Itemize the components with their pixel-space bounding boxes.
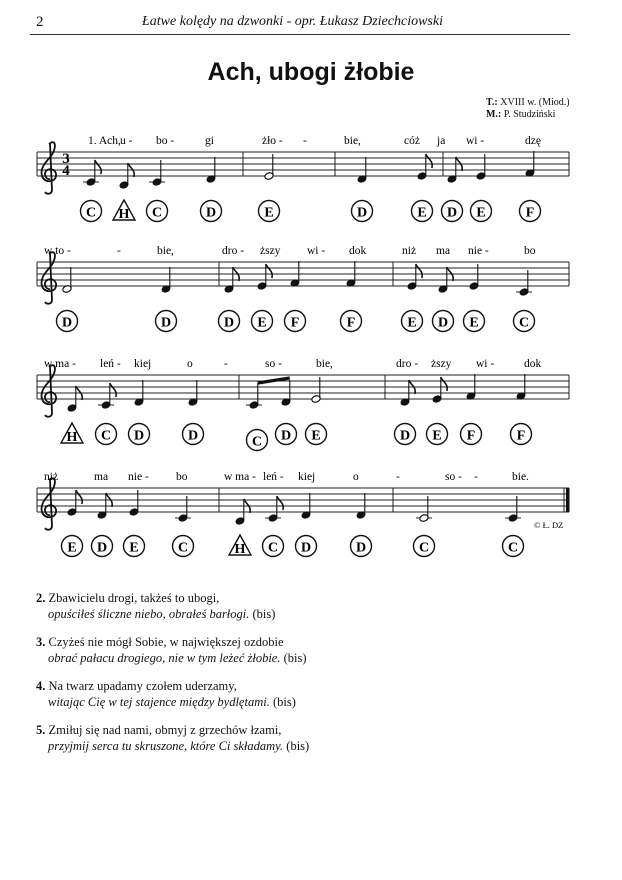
bell-letter: D [61,315,73,331]
lyric-syllable: bie, [344,135,361,147]
bell-letter: C [418,540,430,556]
lyric-syllable: - [117,245,121,257]
lyric-syllable: bo [176,471,188,483]
lyric-syllable: bie, [316,358,333,370]
bell-letter: D [133,428,145,444]
lyric-syllable: 1. Ach, [88,135,121,147]
treble-clef-icon [41,478,56,530]
lyric-syllable: - [303,135,307,147]
lyric-syllable: niż [402,245,417,257]
text-credit: T.: XVIII w. (Miod.) [486,97,570,108]
bell-letter: C [85,205,97,221]
bell-letter: D [205,205,217,221]
bell-letter: E [311,428,321,444]
lyric-syllable: bo - [156,135,175,147]
bell-letter: D [399,428,411,444]
lyric-syllable: - [396,471,400,483]
lyric-syllable: - [474,471,478,483]
note-flag [95,160,101,174]
bell-letter: E [417,205,427,221]
verse-3: 3. Czyżeś nie mógł Sobie, w największej ozdobie obrać pałacu drogiego, nie w tym leżeć żłobie. (bis) [36,635,307,665]
bell-letter: E [469,315,479,331]
treble-clef-path [41,142,56,194]
lyric-syllable: dro - [222,245,245,257]
treble-clef-icon [41,252,56,304]
bell-letter: F [466,428,476,444]
bell-letter: C [151,205,163,221]
bell-letter: D [356,205,368,221]
bell-letter: D [187,428,199,444]
page-number: 2 [36,14,44,30]
bell-letter: D [446,205,458,221]
lyric-syllable: wi - [466,135,485,147]
bell-letter: E [257,315,267,331]
lyric-syllable: gi [205,135,214,147]
lyric-syllable: wi - [476,358,495,370]
lyric-syllable: - [224,358,228,370]
bell-letter: D [300,540,312,556]
verse-2: 2. Zbawicielu drogi, takżeś to ubogi, opuściłeś śliczne niebo, obrałeś barłogi. (bis) [36,591,276,621]
lyric-syllable: żło - [262,135,283,147]
note-flag [266,264,272,278]
bell-letter: F [516,428,526,444]
lyric-syllable: ższy [260,245,281,257]
time-signature-bottom: 4 [62,163,70,179]
lyric-syllable: ższy [431,358,452,370]
note-flag [441,377,447,391]
note-flag [277,496,283,510]
bell-letter: F [525,205,535,221]
bell-letter: C [251,434,263,450]
treble-clef-path [41,365,56,417]
lyric-syllable: dro - [396,358,419,370]
bell-letter: E [407,315,417,331]
lyric-syllable: ma [94,471,109,483]
lyric-syllable: bie. [512,471,529,483]
lyric-syllable: ma [436,245,451,257]
bell-letter: E [432,428,442,444]
lyric-syllable: dok [524,358,542,370]
note-flag [110,383,116,397]
lyric-syllable: ja [437,135,446,147]
bell-letter: D [280,428,292,444]
lyric-syllable: niż [44,471,59,483]
copyright-text: © Ł. DZ [534,520,564,530]
lyric-syllable: dzę [525,135,541,147]
lyric-syllable: bie, [157,245,174,257]
bell-letter: E [67,540,77,556]
lyric-syllable: dok [349,245,367,257]
note-flag [76,490,82,504]
bell-letter: C [267,540,279,556]
treble-clef-icon [41,365,56,417]
lyric-syllable: kiej [298,471,316,483]
lyric-syllable: w ma - [44,358,76,370]
lyric-syllable: so - [265,358,282,370]
bell-letter: C [518,315,530,331]
bell-letter: C [100,428,112,444]
lyric-syllable: o [353,471,359,483]
song-title: Ach, ubogi żłobie [207,58,415,86]
verse-5: 5. Zmiłuj się nad nami, obmyj z grzechów łzami, przyjmij serca tu skruszone, które Ci składamy. (bis) [36,723,310,753]
lyric-syllable: w ma - [224,471,256,483]
lyric-syllable: kiej [134,358,152,370]
bell-letter: E [129,540,139,556]
note-flag [426,154,432,168]
note-flag [416,264,422,278]
lyric-syllable: u - [120,135,133,147]
treble-clef-icon [41,142,56,194]
bell-letter: F [346,315,356,331]
verse-4: 4. Na twarz upadamy czołem uderzamy, witając Cię w tej stajence między bydlętami. (bis) [36,679,296,709]
bell-letter: C [507,540,519,556]
lyric-syllable: so - [445,471,462,483]
bell-letter: D [96,540,108,556]
book-title: Łatwe kolędy na dzwonki - opr. Łukasz Dziechciowski [142,14,443,29]
time-signature-top: 3 [62,151,70,167]
bell-letter: D [223,315,235,331]
verses [36,591,309,767]
lyric-syllable: leń - [263,471,284,483]
bell-letter: H [234,542,246,557]
music-credit: M.: P. Studziński [486,109,556,120]
lyric-syllable: cóż [404,135,420,147]
note-beam [258,378,290,383]
treble-clef-path [41,478,56,530]
bell-letter: D [160,315,172,331]
bell-letter: H [118,207,130,222]
lyric-syllable: w to - [44,245,71,257]
final-barline-thick [566,488,570,512]
bell-letter: C [177,540,189,556]
lyric-syllable: nie - [128,471,149,483]
bell-letter: E [476,205,486,221]
lyric-syllable: nie - [468,245,489,257]
lyric-syllable: o [187,358,193,370]
bell-letter: D [437,315,449,331]
lyric-syllable: wi - [307,245,326,257]
lyric-syllable: bo [524,245,536,257]
lyric-syllable: leń - [100,358,121,370]
bell-letter: D [355,540,367,556]
bell-letter: E [264,205,274,221]
bell-letter: H [66,430,78,445]
treble-clef-path [41,252,56,304]
bell-letter: F [290,315,300,331]
